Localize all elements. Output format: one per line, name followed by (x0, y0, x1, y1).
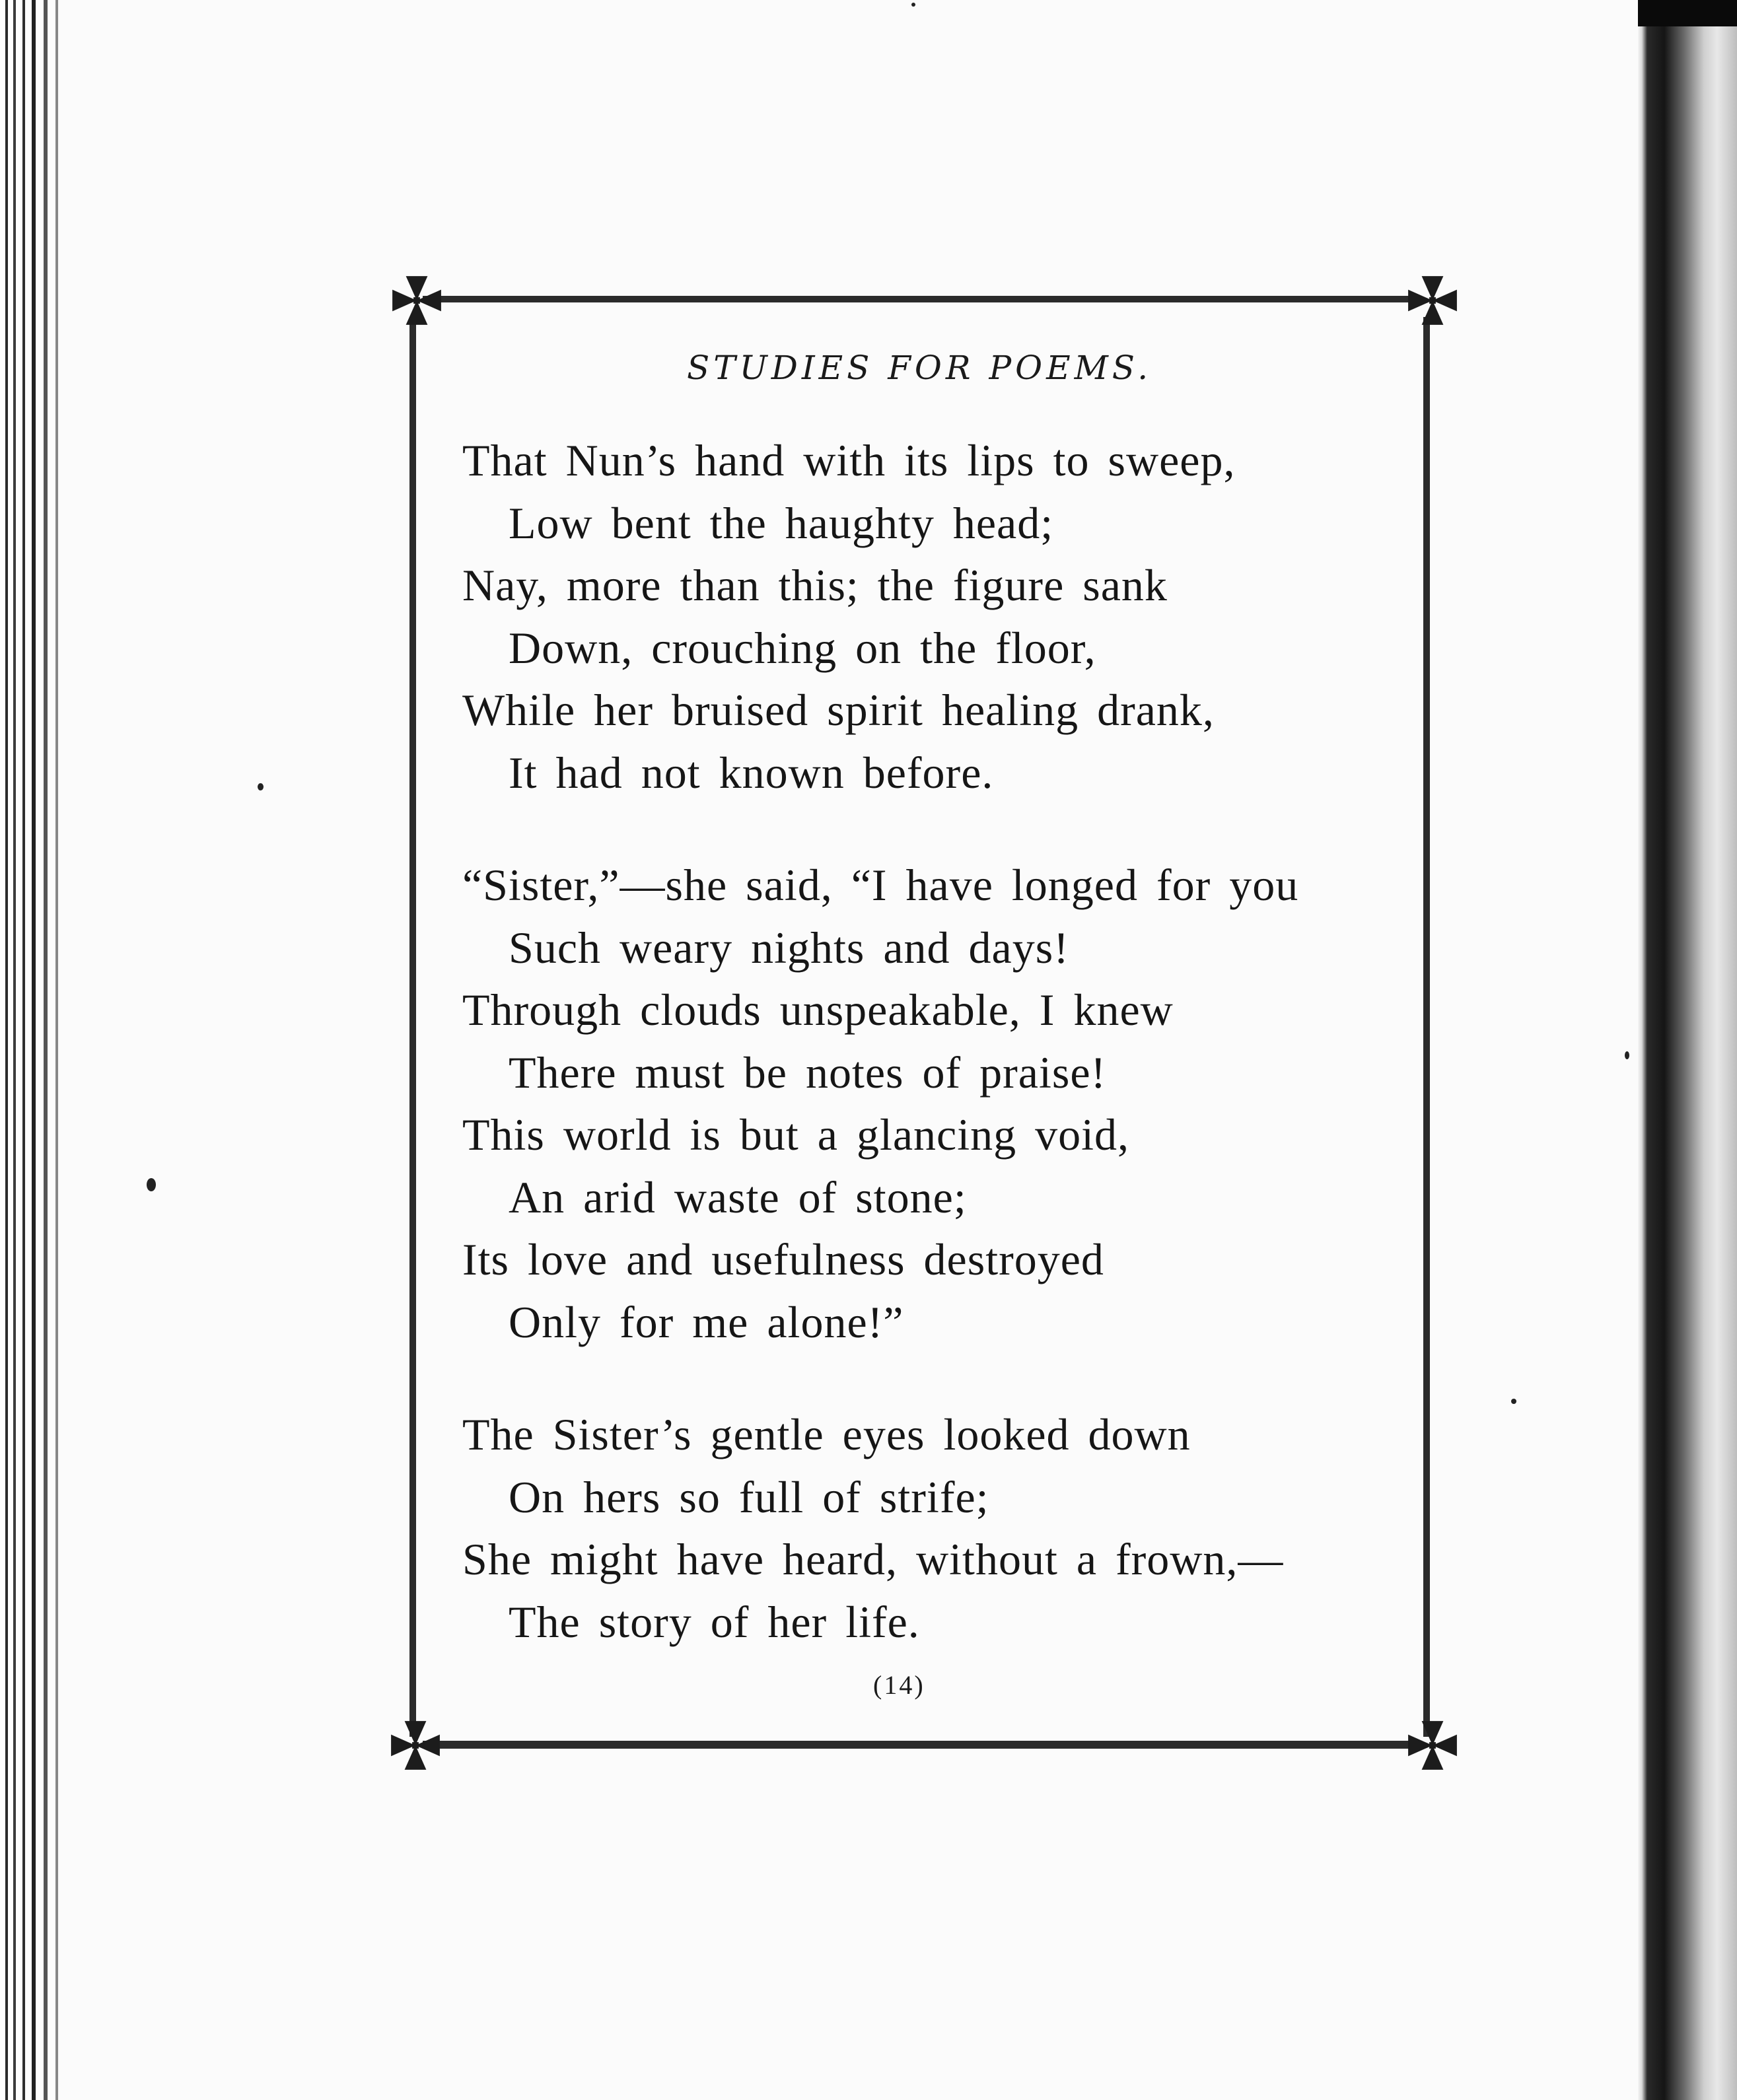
scan-speck (1625, 1051, 1629, 1059)
book-fore-edge-right (1638, 0, 1737, 2100)
book-binding-left-edge (0, 0, 73, 2100)
poem-line: On hers so full of strife; (509, 1471, 989, 1522)
scan-speck (911, 3, 915, 7)
running-head: STUDIES FOR POEMS. (687, 349, 1152, 387)
poem-body (462, 429, 1400, 1653)
scan-speck (147, 1178, 156, 1191)
poem-line: It had not known before. (509, 747, 994, 798)
maltese-cross-icon (1405, 1718, 1460, 1772)
scan-speck (1511, 1399, 1516, 1404)
frame-right-rule (1423, 317, 1430, 1737)
scan-speck (258, 783, 264, 790)
poem-line: Only for me alone!” (509, 1296, 904, 1347)
poem-line: “Sister,”—she said, “I have longed for you (462, 860, 1299, 910)
poem-line: She might have heard, without a frown,— (462, 1534, 1284, 1584)
poem-line: Low bent the haughty head; (509, 497, 1054, 548)
poem-line: The Sister’s gentle eyes looked down (462, 1409, 1191, 1459)
poem-line: That Nun’s hand with its lips to sweep, (462, 435, 1236, 485)
poem-line: This world is but a glancing void, (462, 1109, 1130, 1160)
stanza-break (462, 804, 1400, 854)
book-fore-edge-top-shadow (1638, 0, 1737, 26)
maltese-cross-icon (388, 1718, 443, 1772)
frame-bottom-rule (423, 1741, 1413, 1749)
poem-line: Down, crouching on the floor, (509, 622, 1096, 673)
frame-left-rule (409, 317, 416, 1737)
poem-line: While her bruised spirit healing drank, (462, 685, 1215, 735)
poem-line: Such weary nights and days! (509, 922, 1069, 973)
poem-line: The story of her life. (509, 1596, 920, 1647)
poem-line: Nay, more than this; the figure sank (462, 560, 1168, 610)
poem-line: There must be notes of praise! (509, 1047, 1107, 1098)
stanza-break (462, 1353, 1400, 1403)
poem-line: Its love and usefulness destroyed (462, 1234, 1104, 1284)
maltese-cross-icon (390, 273, 444, 328)
page-number: (14) (873, 1670, 925, 1700)
maltese-cross-icon (1405, 273, 1460, 328)
poem-line: An arid waste of stone; (509, 1172, 967, 1222)
frame-top-rule (423, 296, 1413, 302)
poem-line: Through clouds unspeakable, I knew (462, 985, 1174, 1035)
